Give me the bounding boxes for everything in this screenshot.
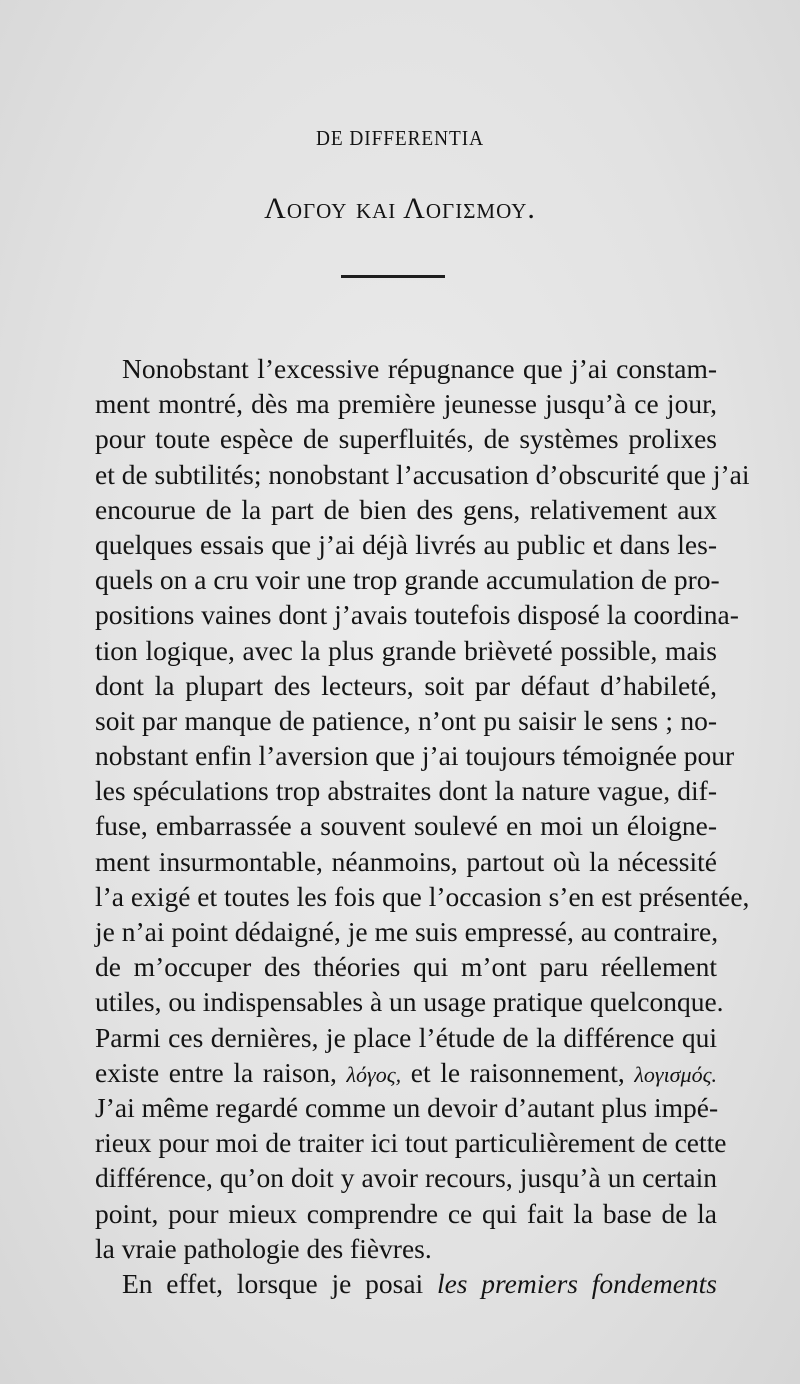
text-line: de m’occuper des théories qui m’ont paru réellement (95, 951, 717, 983)
line-segment: existe entre la raison, (95, 1056, 337, 1088)
text-line: rieux pour moi de traiter ici tout particulièrement de cette (95, 1127, 727, 1159)
text-line-italic (95, 1266, 717, 1301)
text-line: quelques essais que j’ai déjà livrés au public et dans les- (95, 528, 717, 560)
greek-word-logos: λόγος, (346, 1061, 402, 1087)
text-line: je n’ai point dédaigné, je me suis empressé, au contraire, (95, 916, 719, 947)
text-line: les spéculations trop abstraites dont la nature vague, dif- (95, 775, 717, 807)
body-text (95, 351, 750, 1301)
text-line: dont la plupart des lecteurs, soit par défaut d’habileté, (95, 669, 717, 701)
text-line: tion logique, avec la plus grande brièveté possible, mais (95, 634, 717, 666)
section-heading: DE DIFFERENTIA (316, 126, 484, 150)
text-line: fuse, embarrassée a souvent soulevé en moi un éloigne- (95, 810, 717, 842)
text-line: utiles, ou indispensables à un usage pratique quelconque. (95, 986, 724, 1018)
text-line: l’a exigé et toutes les fois que l’occasion s’en est présentée, (95, 880, 750, 912)
text-line: soit par manque de patience, n’ont pu saisir le sens ; no- (95, 704, 717, 736)
line-segment: En effet, lorsque je posai (122, 1267, 424, 1299)
text-line: J’ai même regardé comme un devoir d’autant plus impé- (95, 1091, 719, 1123)
line-segment: et le raisonnement, (410, 1056, 625, 1088)
text-line: quels on a cru voir une trop grande accumulation de pro- (95, 564, 720, 596)
text-line: nobstant enfin l’aversion que j’ai toujours témoignée pour (95, 740, 735, 772)
text-line: ment insurmontable, néanmoins, partout où la nécessité (95, 845, 717, 877)
paragraph-last-line: la vraie pathologie des fièvres. (95, 1232, 432, 1264)
italic-phrase: les premiers fondements (436, 1267, 717, 1299)
text-line: ment montré, dès ma première jeunesse jusqu’à ce jour, (95, 388, 717, 420)
greek-word-logismos: λογισμός. (634, 1061, 718, 1087)
text-line: encourue de la part de bien des gens, relativement aux (95, 493, 717, 525)
text-line: et de subtilités; nonobstant l’accusation d’obscurité que j’ai (95, 458, 750, 490)
text-line: Parmi ces dernières, je place l’étude de la différence qui (95, 1021, 717, 1053)
text-line: positions vaines dont j’avais toutefois disposé la coordina- (95, 599, 739, 631)
text-line: point, pour mieux comprendre ce qui fait la base de la (95, 1197, 717, 1229)
text-line: différence, qu’on doit y avoir recours, jusqu’à un certain (95, 1162, 717, 1194)
text-line-greek (95, 1055, 717, 1090)
text-line: pour toute espèce de superfluités, de systèmes prolixes (95, 423, 717, 455)
greek-title: Λογου και Λογισμου. (264, 192, 536, 225)
text-line: Nonobstant l’excessive répugnance que j’ai constam- (122, 353, 717, 384)
title-rule (341, 275, 445, 278)
